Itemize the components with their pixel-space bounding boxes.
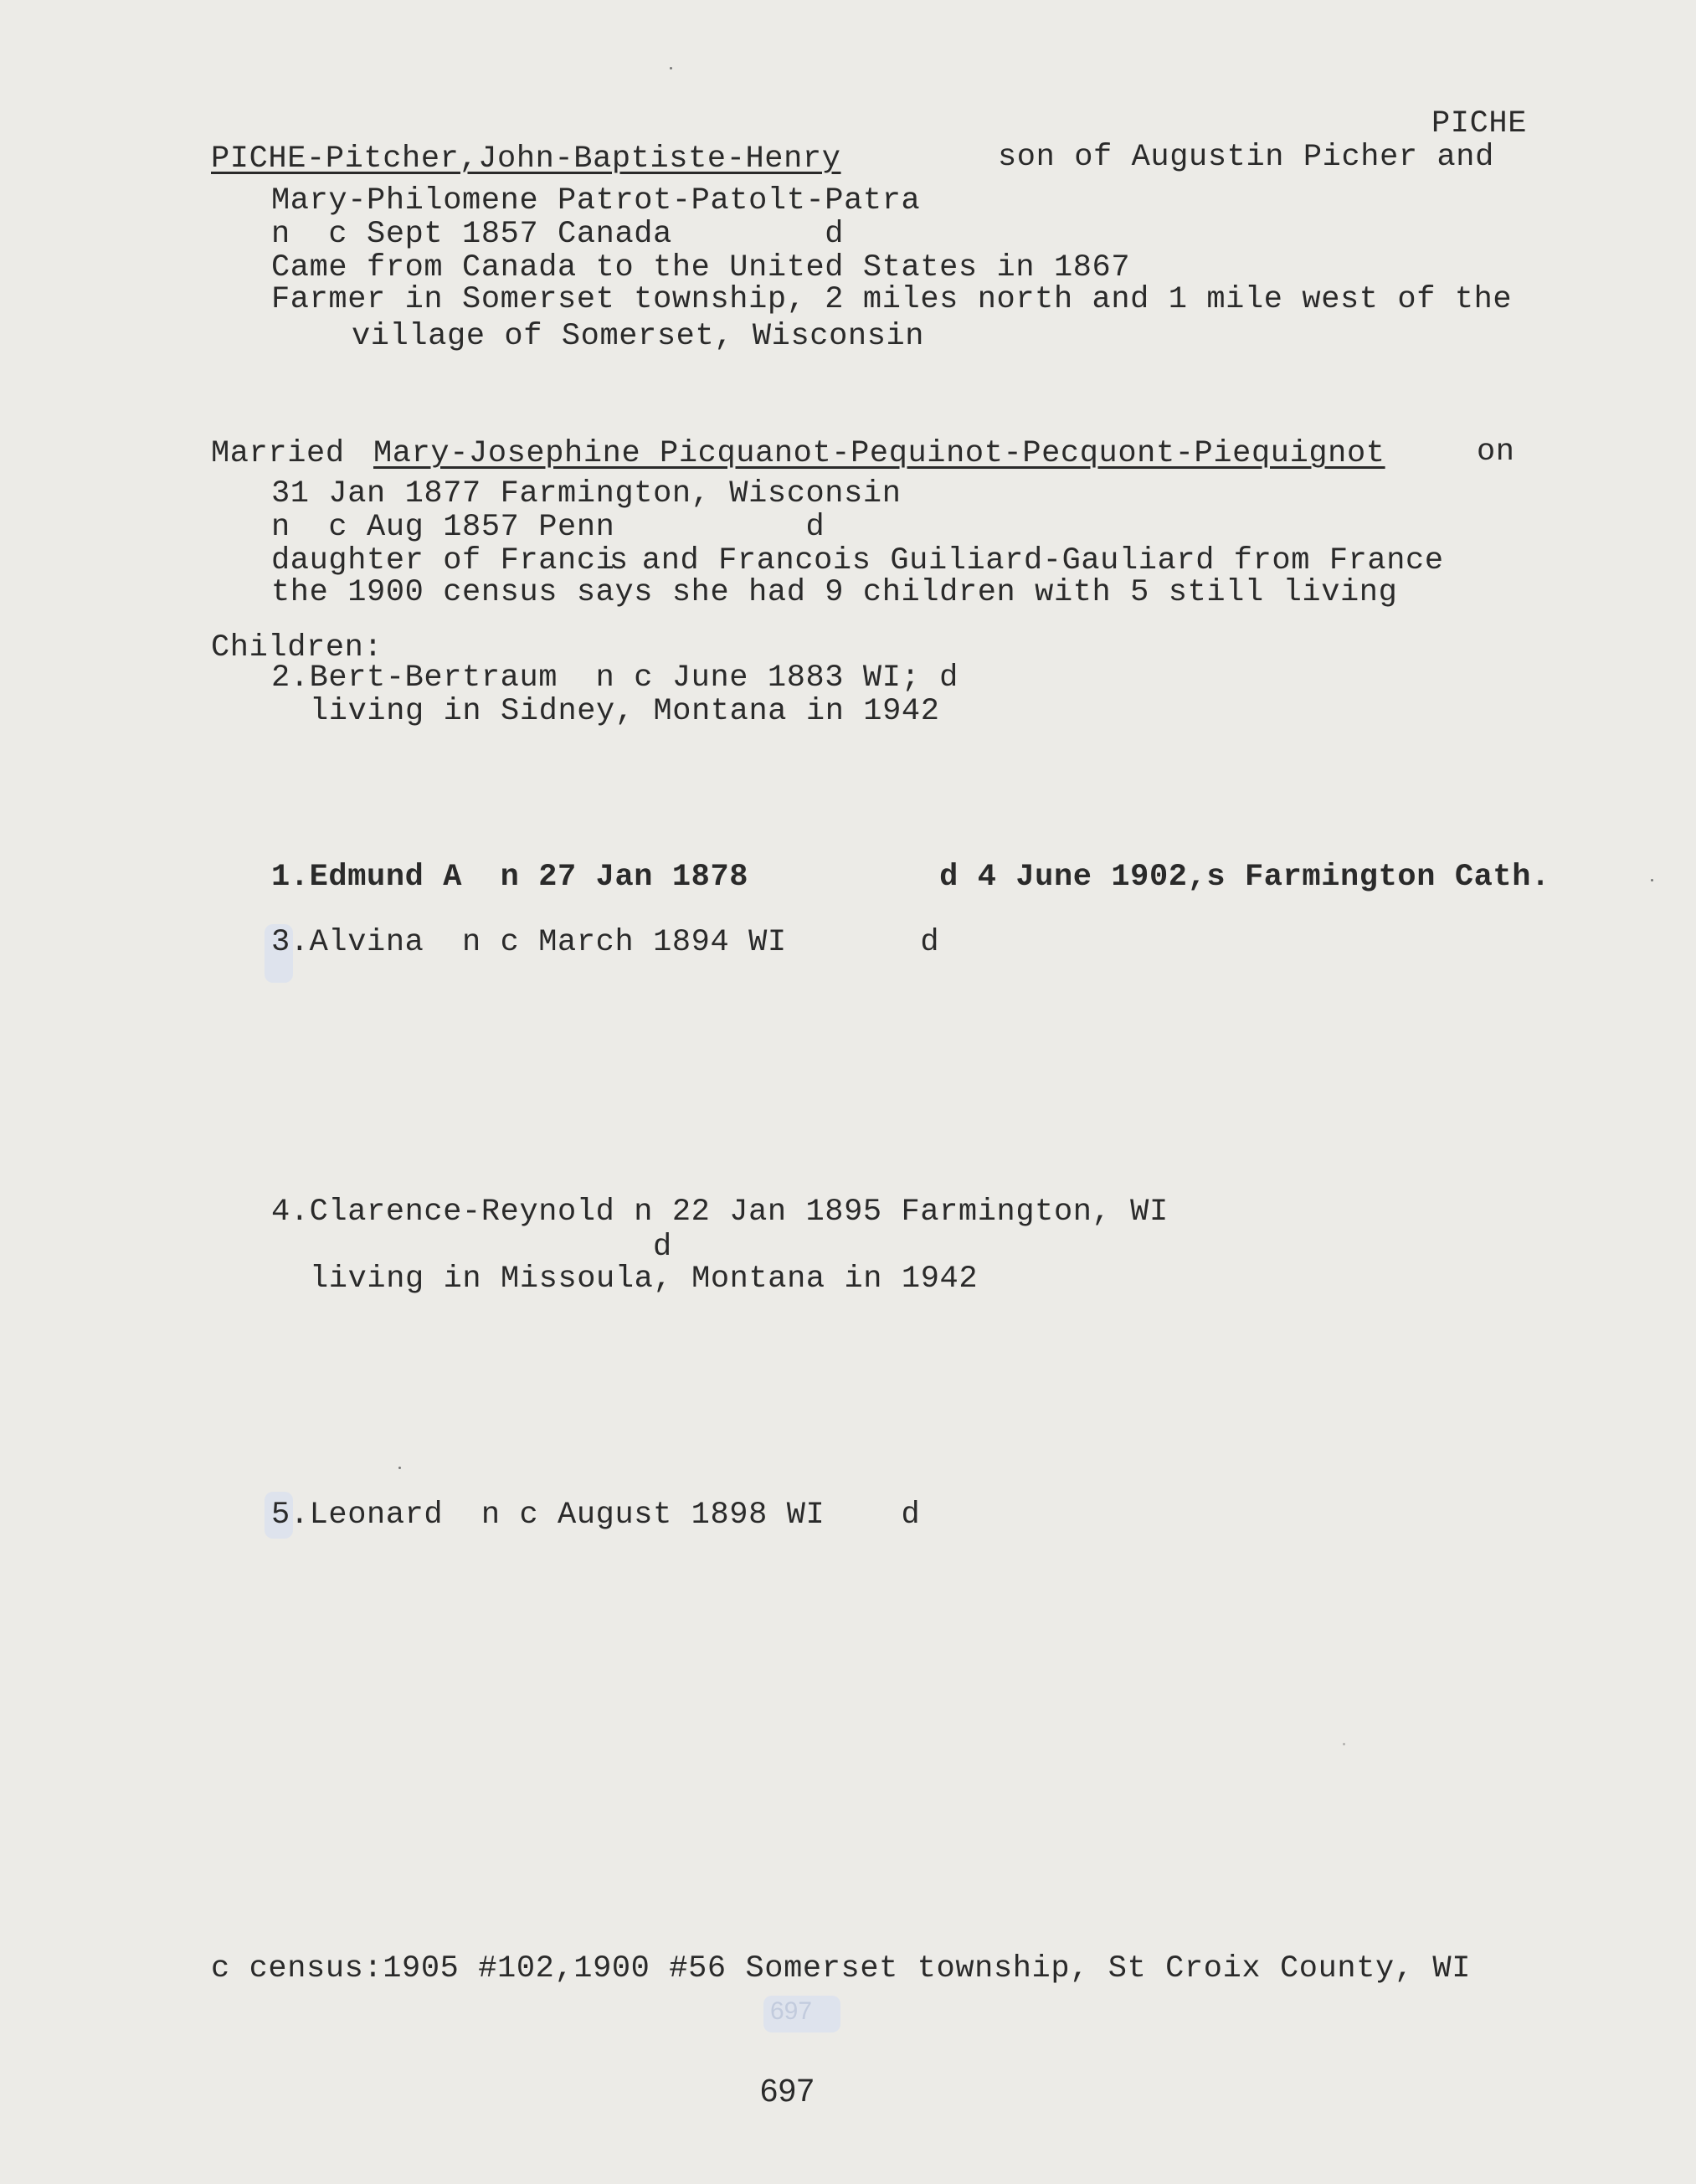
census-source: c census:1905 #102,1900 #56 Somerset township, St Croix County, WI [211, 1951, 1472, 1986]
child-clarence-residence: living in Missoula, Montana in 1942 [310, 1262, 979, 1297]
married-label: Married [211, 436, 345, 471]
child-leonard: 5.Leonard n c August 1898 WI d [271, 1498, 921, 1533]
on-label: on [1477, 434, 1515, 470]
immigration-note: Came from Canada to the United States in 1867 [271, 250, 1131, 285]
parent-intro: son of Augustin Picher and [998, 140, 1494, 175]
child-bert: 2.Bert-Bertraum n c June 1883 WI; d [271, 660, 958, 696]
child-bert-residence: living in Sidney, Montana in 1942 [310, 694, 940, 729]
overstrike-correction: is [595, 543, 624, 578]
spouse-parents-part1: daughter of Franc [271, 543, 596, 578]
child-edmund: 1.Edmund A n 27 Jan 1878 d 4 June 1902,s Farmington Cath. [271, 860, 1550, 895]
subject-birth: n c Sept 1857 Canada d [271, 217, 845, 252]
child-clarence-death: d [653, 1230, 672, 1265]
subject-name: PICHE-Pitcher,John-Baptiste-Henry [211, 141, 841, 177]
spouse-parents-part2: and Francois Guiliard-Gauliard from France [623, 543, 1444, 578]
children-heading: Children: [211, 630, 383, 665]
paper-speck [670, 67, 672, 69]
paper-speck [1343, 1743, 1345, 1745]
child-alvina: 3.Alvina n c March 1894 WI d [271, 925, 940, 960]
paper-speck [398, 1467, 401, 1469]
surname-tag: PICHE [1431, 106, 1528, 141]
paper-speck [1651, 879, 1653, 881]
occupation-note: Farmer in Somerset township, 2 miles north and 1 mile west of the [271, 282, 1513, 317]
pencil-page-number: 697 [770, 1997, 813, 2025]
location-note: village of Somerset, Wisconsin [352, 319, 925, 354]
child-clarence: 4.Clarence-Reynold n 22 Jan 1895 Farmington, WI [271, 1195, 1169, 1230]
page-number: 697 [760, 2074, 815, 2109]
spouse-birth: n c Aug 1857 Penn d [271, 510, 825, 545]
census-children-note: the 1900 census says she had 9 children with 5 still living [271, 575, 1398, 610]
mother-name: Mary-Philomene Patrot-Patolt-Patra [271, 183, 921, 218]
marriage-date: 31 Jan 1877 Farmington, Wisconsin [271, 476, 902, 511]
spouse-name: Mary-Josephine Picquanot-Pequinot-Pecquont-Piequignot [373, 436, 1385, 471]
